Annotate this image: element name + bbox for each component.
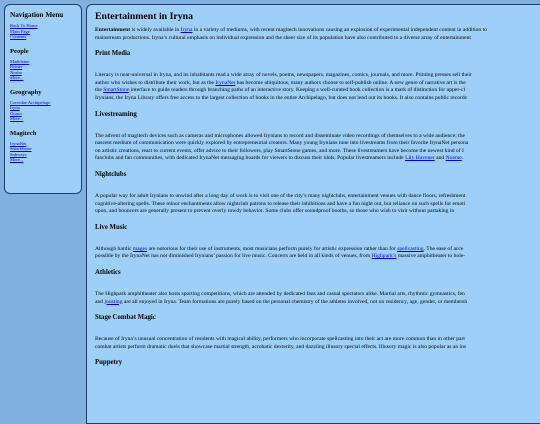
print-line: Irynians, the Iryna Library offers free access to the largest collection of books in the entire Archipelago, but does not lend out its books. It also contains public records — [95, 94, 467, 101]
nav-menu-list — [10, 23, 77, 40]
article-content — [86, 4, 540, 424]
nav-link-nezha[interactable]: Nezha — [10, 69, 22, 75]
livestreaming-paragraph — [95, 133, 540, 163]
link-lily-havener[interactable]: Lily Havener — [405, 155, 435, 162]
athletics-line — [95, 299, 540, 307]
intro-text: is widely available in — [130, 27, 181, 33]
nav-link-subways[interactable]: Subways — [10, 151, 27, 157]
nav-link-contents[interactable]: Contents — [10, 34, 27, 39]
nightclubs-paragraph — [95, 193, 540, 216]
athletics-text: are all enjoyed in Iryna. Team formations are purely based on the personal chemistry of the athletes involved, not on residency, age, gender, or membersh — [122, 298, 468, 305]
section-heading-livestreaming: Livestreaming — [95, 110, 137, 118]
nav-link-iryna[interactable]: Iryna — [10, 105, 20, 110]
link-jousting[interactable]: jousting — [104, 298, 123, 305]
print-text: interface to guide readers through branching paths of an interactive story. Keeping a well-curated book collection is a mark of distinction for upper-cl — [129, 87, 465, 94]
nav-link-reiner[interactable]: Reiner — [10, 64, 23, 69]
nav-link-magitech-more[interactable]: More... — [10, 157, 24, 162]
music-text: massive amphitheater to hole- — [396, 253, 466, 260]
intro-text: in a variety of mediums, with recent magitech innovations causing an explosion of experimental independent content in addition to — [192, 27, 487, 33]
link-iryna[interactable]: Iryna — [180, 27, 193, 33]
link-highpark[interactable]: Highpark’s — [371, 253, 397, 260]
intro-term: Entertainment — [95, 27, 131, 33]
stream-text: . — [461, 155, 464, 162]
section-heading-nightclubs: Nightclubs — [95, 170, 127, 178]
print-text: author who wishes to distribute their work, but as the — [95, 79, 216, 86]
link-mages[interactable]: mages — [132, 245, 148, 252]
section-heading-athletics: Athletics — [95, 268, 121, 276]
geography-list — [10, 100, 77, 122]
music-text: are notorious for their use of instruments, most musicians perform purely for artistic expression rather than for — [147, 245, 398, 252]
print-line — [95, 87, 540, 95]
athletics-line: The Highpark amphitheater also hosts sporting competitions, which are attended by dedicated fans and casual spectators alike. Martial arts, rhythmic gymnastics, fen — [95, 290, 465, 297]
night-line: upon, and bouncers are generally present to prevent overly rowdy behavior. Some clubs offer soundproof booths, so those who wish to visit without partaking in — [95, 208, 455, 215]
section-heading-print-media: Print Media — [95, 50, 131, 58]
nav-link-corvidae-archipelago[interactable]: Corvidae Archipelago — [10, 99, 51, 105]
music-text: . The ease of acce — [423, 245, 464, 252]
section-heading-live-music: Live Music — [95, 223, 128, 231]
stream-line: on artistic creations, react to current events, offer advice to their followers, play SmartStone games, and more. These livestreamers have become the newest kind of I — [95, 147, 464, 154]
music-line — [95, 253, 540, 261]
intro-line: mainstream productions. Iryna’s cultural emphasis on individual expression and the sheer size of its population have also contributed to a diverse array of entertainment — [95, 34, 471, 41]
stream-line: nascent medium of communication were quickly explored by entrepreneurial creators. Many young Irynians tune into livestreams from their favorite IrynaNet persona — [95, 140, 469, 147]
stream-line: The advent of magitech devices such as cameras and microphones allowed Irynians to record and disseminate video recordings of themselves to a wide audience; the — [95, 132, 465, 139]
print-text: the — [95, 87, 104, 94]
music-text: Although bardic — [95, 245, 133, 252]
sidebar-nav — [4, 4, 82, 194]
link-noeme[interactable]: Noeme — [445, 155, 462, 162]
stage-combat-paragraph — [95, 336, 540, 351]
stream-text: fanclubs and fan communities, with dedicated IrynaNet messaging boards for viewers to discuss their idols. Popular livestreamers include — [95, 155, 406, 162]
intro-line — [95, 27, 540, 35]
people-heading: People — [10, 47, 29, 55]
night-line: A popular way for adult Irynians to unwind after a long day of work is to visit one of the city’s many nightclubs, entertainment venues with dance floors, refreshment — [95, 192, 466, 199]
geography-heading: Geography — [10, 88, 42, 96]
magitech-heading: Magitech — [10, 129, 37, 137]
link-irynanet[interactable]: IrynaNet — [215, 79, 236, 86]
nav-link-back-to-home[interactable]: Back To Home — [10, 23, 38, 28]
live-music-paragraph — [95, 246, 540, 261]
nav-link-smartstone[interactable]: SmartStone — [10, 146, 32, 151]
intro-paragraph — [95, 27, 540, 42]
nav-menu-heading: Navigation Menu — [10, 11, 64, 19]
people-list — [10, 59, 77, 81]
section-heading-puppetry: Puppetry — [95, 359, 123, 367]
nav-link-main-page[interactable]: Main Page — [10, 28, 30, 34]
athletics-paragraph — [95, 291, 540, 306]
magitech-list — [10, 141, 77, 163]
section-heading-stage-combat-magic: Stage Combat Magic — [95, 314, 156, 322]
link-spellcasting[interactable]: spellcasting — [397, 245, 424, 252]
music-text: possible by the IrynaNet has not diminished Irynians’ passion for live music. Concerts are held in all kinds of venues, from — [95, 253, 372, 260]
nav-link-irynanet[interactable]: IrynaNet — [10, 140, 27, 146]
combat-line: combat artists perform dramatic duels that showcase martial strength, acrobatic dexterity, and dazzling illusory special effects. Illusory magic is also popular as an ins — [95, 343, 467, 350]
nav-link-people-more[interactable]: More... — [10, 75, 24, 80]
print-text: has become ubiquitous, many authors choose to self-publish online. A new genre of narrative art is the — [235, 79, 466, 86]
stream-text: and — [434, 155, 446, 162]
link-smartstone[interactable]: SmartStone — [103, 87, 130, 94]
print-media-paragraph — [95, 72, 540, 102]
stream-line — [95, 155, 540, 163]
nav-link-orono[interactable]: Orono — [10, 110, 22, 116]
nav-link-madeleine[interactable]: Madeleine — [10, 58, 30, 64]
night-line: cognitive-altering spells. These minor enchantments allow nightclub patrons to release their inhibitions and have a fun night out, but reliance on such spells for emoti — [95, 200, 466, 207]
print-line: Literacy is near-universal in Iryna, and its inhabitants read a wide array of novels, poems, newspapers, magazines, comics, journals, and more. Printing presses sell their — [95, 72, 472, 79]
combat-line: Because of Iryna’s unusual concentration of residents with magical ability, performers who incorporate spellcasting into their act are more common than in other part — [95, 336, 465, 343]
athletics-text: and — [95, 298, 105, 305]
page-title: Entertainment in Iryna — [95, 11, 193, 22]
nav-link-geography-more[interactable]: More... — [10, 116, 24, 121]
